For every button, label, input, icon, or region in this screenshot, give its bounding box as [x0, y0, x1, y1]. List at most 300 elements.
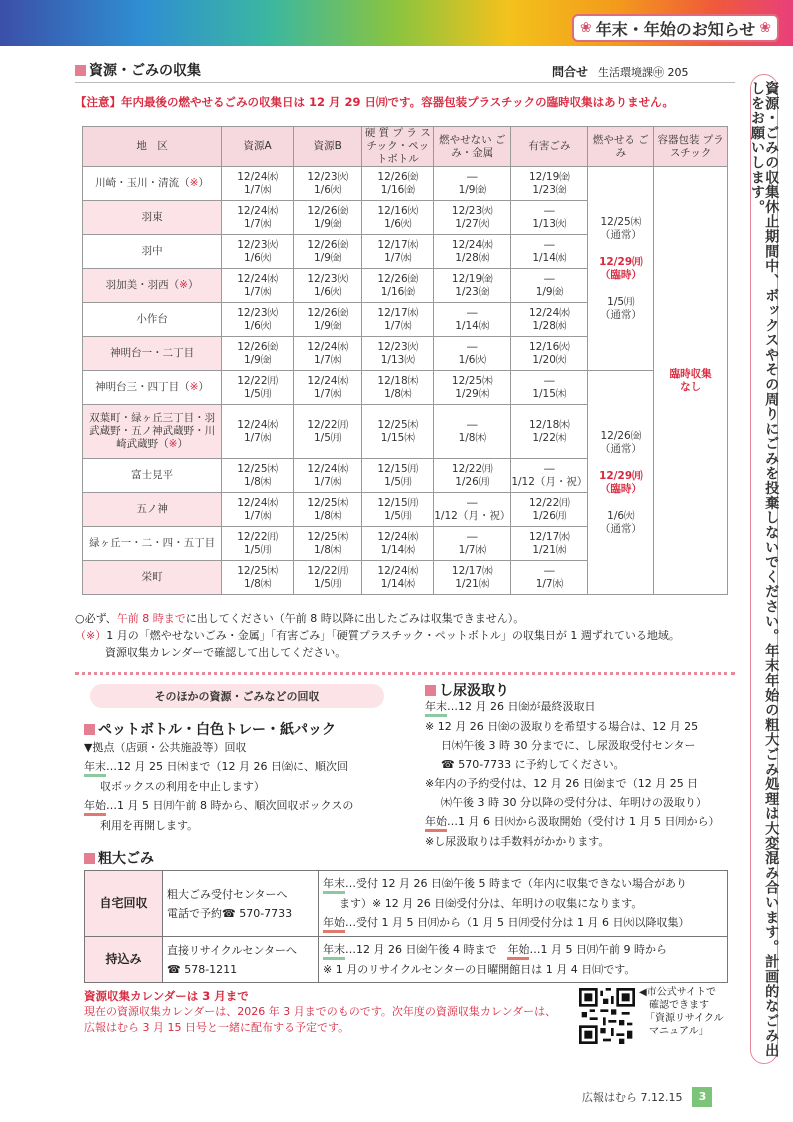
- date-value: 12/17㈬: [377, 238, 419, 251]
- side-notice: [750, 74, 778, 1064]
- date-cell: [222, 201, 294, 235]
- note-mark: （※）: [75, 629, 107, 642]
- area-cell: [83, 337, 222, 371]
- bulky-method-line: ☎ 578-1211: [167, 962, 238, 976]
- square-icon: [75, 65, 86, 76]
- date-value: 1/13㈫: [532, 217, 567, 230]
- collection-table: [82, 126, 728, 595]
- burnable-date: 12/25㈭: [600, 215, 642, 228]
- date-cell: [222, 235, 294, 269]
- date-value: 1/5㈪: [384, 475, 412, 488]
- note-highlight: 午前 8 時まで: [116, 612, 186, 625]
- burnable-date: （臨時）: [599, 268, 642, 281]
- date-value: 12/25㈭: [451, 374, 493, 387]
- date-value: 12/24㈬: [307, 462, 349, 475]
- date-value: 1/7㈬: [535, 577, 564, 590]
- date-value: 1/12（月・祝）: [434, 509, 511, 522]
- date-value: 12/24㈬: [307, 374, 349, 387]
- area-mark: ※: [179, 279, 188, 292]
- section-heading-bulky: [84, 848, 154, 868]
- date-value: 12/25㈭: [237, 564, 279, 577]
- section-heading-text: 粗大ごみ: [98, 851, 154, 867]
- date-value: 12/24㈬: [237, 272, 279, 285]
- area-name: 富士見平: [131, 469, 174, 482]
- date-cell: [362, 337, 434, 371]
- shinyo-text: ※年内の予約受付は、12 月 26 日㈮まで（12 月 25 日: [425, 777, 699, 790]
- date-value: 12/19㈮: [529, 170, 570, 183]
- date-value: 12/26㈮: [307, 238, 349, 251]
- date-value: 1/7㈬: [384, 251, 412, 264]
- date-value: 1/14㈬: [380, 577, 415, 590]
- date-cell: [294, 371, 362, 405]
- burnable-date: 1/6㈫: [607, 510, 635, 522]
- date-value: 1/5㈪: [384, 509, 412, 522]
- burnable-cell: [588, 167, 654, 371]
- date-value: ―: [544, 462, 555, 475]
- burnable-date: 12/29㈪: [599, 255, 643, 268]
- area-cell: [83, 405, 222, 459]
- dotted-divider: [75, 672, 735, 675]
- bulky-method-line: 粗大ごみ受付センターへ: [167, 887, 288, 901]
- date-value: 12/18㈭: [377, 374, 419, 387]
- pet-body: [84, 738, 414, 835]
- date-cell: [511, 371, 588, 405]
- date-value: 1/8㈭: [243, 577, 272, 590]
- area-name: 五ノ神: [136, 503, 168, 516]
- date-value: 1/15㈭: [532, 387, 567, 400]
- date-value: 1/22㈭: [532, 431, 567, 444]
- date-value: 1/21㈬: [455, 577, 490, 590]
- date-value: 1/7㈬: [243, 285, 272, 298]
- date-value: 12/24㈬: [377, 530, 419, 543]
- shinyo-text: ※し尿汲取りは手数料がかかります。: [425, 835, 610, 848]
- date-value: 1/29㈭: [455, 387, 490, 400]
- date-cell: [434, 337, 511, 371]
- area-name: 神明台三・四丁目（: [95, 381, 190, 394]
- bulky-method: [163, 871, 319, 937]
- date-value: 1/5㈪: [243, 543, 272, 556]
- area-name: 羽東: [141, 211, 163, 224]
- date-value: 1/7㈬: [243, 217, 272, 230]
- side-notice-text: 資源・ごみの収集休止期間中、ボックスやその周りにごみを投棄しないでください。年末年始の粗大ごみ処理は大変混み合います。計画的なごみ出しをお願いします。: [749, 81, 780, 1058]
- date-value: 1/5㈪: [314, 577, 342, 590]
- date-cell: [511, 303, 588, 337]
- date-value: 1/9㈮: [243, 353, 272, 366]
- date-value: 1/16㈮: [380, 285, 415, 298]
- date-cell: [294, 527, 362, 561]
- burnable-date: 12/26㈮: [600, 429, 642, 442]
- date-value: ―: [544, 204, 555, 217]
- date-value: ―: [467, 306, 478, 319]
- shinyo-text: ㈭午後 3 時 30 分以降の受付分は、年明けの汲取り）: [441, 796, 707, 809]
- note-line: [75, 610, 680, 627]
- date-value: 12/15㈪: [377, 462, 419, 475]
- new-year-tag: 年始: [84, 799, 106, 816]
- date-value: 12/24㈬: [529, 306, 570, 319]
- area-name: 川崎・玉川・清流（: [95, 177, 190, 190]
- date-cell: [362, 303, 434, 337]
- bulky-method: [163, 937, 319, 983]
- pet-text: …1 月 5 日㈪午前 8 時から、順次回収ボックスの: [106, 799, 354, 812]
- date-value: 12/22㈪: [237, 530, 279, 543]
- table-row: [83, 371, 728, 405]
- bulky-line: [323, 874, 723, 894]
- date-value: 1/6㈫: [384, 217, 412, 230]
- new-year-tag: 年始: [425, 815, 447, 832]
- date-value: 12/22㈪: [307, 564, 349, 577]
- area-mark: ※: [168, 438, 178, 451]
- note-line: 資源収集カレンダーで確認して出してください。: [105, 646, 347, 659]
- year-end-tag: 年末: [84, 760, 106, 777]
- date-value: 1/6㈫: [243, 251, 272, 264]
- pet-line: [84, 796, 414, 816]
- area-cell: [83, 201, 222, 235]
- other-heading-pill: そのほかの資源・ごみなどの回収: [90, 684, 384, 708]
- shinyo-text: …12 月 26 日㈮が最終汲取日: [447, 700, 596, 713]
- date-cell: [294, 269, 362, 303]
- date-cell: [294, 337, 362, 371]
- flower-icon: ❀: [580, 20, 592, 36]
- date-value: ―: [467, 340, 478, 353]
- date-value: 1/26㈪: [455, 475, 490, 488]
- area-cell: [83, 527, 222, 561]
- date-value: 12/26㈮: [237, 340, 279, 353]
- date-cell: [434, 167, 511, 201]
- calendar-title: 資源収集カレンダーは 3 月まで: [84, 989, 249, 1003]
- pet-sub: ▼拠点（店頭・公共施設等）回収: [84, 741, 247, 754]
- date-cell: [511, 269, 588, 303]
- date-value: 12/19㈮: [451, 272, 493, 285]
- shinyo-text: …1 月 6 日㈫から汲取開始（受付け 1 月 5 日㈪から）: [447, 815, 720, 828]
- date-cell: [362, 167, 434, 201]
- date-value: 12/23㈫: [377, 340, 419, 353]
- pet-text: 収ボックスの利用を中止します）: [100, 780, 265, 793]
- date-cell: [294, 493, 362, 527]
- date-value: 12/24㈬: [237, 418, 279, 431]
- area-name: 小作台: [136, 313, 168, 326]
- date-cell: [434, 371, 511, 405]
- date-value: 1/7㈬: [458, 543, 486, 556]
- date-value: ―: [467, 530, 478, 543]
- square-icon: [84, 853, 95, 864]
- bulky-text: ます）※ 12 月 26 日㈮受付分は、年明けの収集になります。: [339, 897, 643, 910]
- notes: [75, 610, 680, 661]
- footer: [582, 1087, 712, 1107]
- date-cell: [222, 371, 294, 405]
- table-row: [83, 167, 728, 201]
- burnable-date: 12/29㈪: [599, 469, 643, 482]
- bulky-text: …1 月 5 日㈪午前 9 時から: [529, 943, 667, 956]
- date-value: 12/23㈫: [237, 238, 279, 251]
- table-header-row: [83, 127, 728, 167]
- date-value: 1/26㈪: [532, 509, 567, 522]
- note-text: に出してください（午前 8 時以降に出したごみは収集できません）。: [185, 612, 525, 625]
- area-name: 双葉町・緑ヶ丘三丁目・羽武蔵野・五ノ神武蔵野・川崎武蔵野（: [89, 412, 216, 451]
- date-cell: [511, 201, 588, 235]
- date-cell: [362, 459, 434, 493]
- date-cell: [434, 527, 511, 561]
- burnable-date: （通常）: [599, 309, 642, 322]
- date-value: 1/5㈪: [314, 431, 342, 444]
- date-value: 12/17㈬: [529, 530, 570, 543]
- date-value: 1/5㈪: [243, 387, 272, 400]
- bulky-line: [323, 913, 723, 933]
- date-cell: [511, 561, 588, 595]
- date-cell: [362, 561, 434, 595]
- date-value: 1/15㈭: [380, 431, 415, 444]
- date-cell: [222, 167, 294, 201]
- date-cell: [222, 459, 294, 493]
- date-value: 1/28㈬: [532, 319, 567, 332]
- date-cell: [294, 235, 362, 269]
- page-number: 3: [692, 1087, 712, 1107]
- square-icon: [425, 685, 436, 696]
- bulky-detail: [319, 871, 728, 937]
- date-value: 1/27㈫: [455, 217, 490, 230]
- date-cell: [434, 235, 511, 269]
- date-value: 12/26㈮: [307, 204, 349, 217]
- pet-text: …12 月 25 日㈭まで（12 月 26 日㈮に、順次回: [106, 760, 348, 773]
- date-value: 1/7㈬: [243, 509, 272, 522]
- shinyo-text: ☎ 570-7733 に予約してください。: [441, 758, 625, 771]
- area-name: 緑ヶ丘一・二・四・五丁目: [89, 537, 216, 550]
- area-cell: [83, 167, 222, 201]
- section-heading-text: し尿汲取り: [439, 683, 509, 699]
- date-value: 12/22㈪: [451, 462, 493, 475]
- date-value: 1/14㈬: [380, 543, 415, 556]
- plastic-cell: [654, 167, 728, 595]
- qr-caption-line: 確認できます: [649, 1000, 709, 1011]
- burnable-date: （通常）: [599, 228, 642, 241]
- date-cell: [511, 527, 588, 561]
- date-value: 1/8㈭: [384, 387, 412, 400]
- date-value: 1/8㈭: [314, 543, 342, 556]
- date-value: 12/24㈬: [451, 238, 493, 251]
- date-cell: [294, 405, 362, 459]
- date-value: 1/7㈬: [314, 353, 342, 366]
- date-value: 1/12（月・祝）: [511, 475, 588, 488]
- date-cell: [362, 371, 434, 405]
- date-value: ―: [544, 238, 555, 251]
- area-mark: ※: [189, 177, 199, 190]
- date-value: ―: [467, 418, 478, 431]
- date-value: ―: [544, 374, 555, 387]
- date-value: 1/9㈮: [314, 251, 342, 264]
- date-value: 12/25㈭: [307, 530, 349, 543]
- date-value: 1/20㈫: [532, 353, 567, 366]
- date-value: 1/9㈮: [535, 285, 564, 298]
- bulky-kind: 持込み: [85, 937, 163, 983]
- date-cell: [511, 493, 588, 527]
- date-cell: [511, 405, 588, 459]
- area-cell: [83, 303, 222, 337]
- date-value: 12/15㈪: [377, 496, 419, 509]
- bulky-text: ※ 1 月のリサイクルセンターの日曜開館日は 1 月 4 日㈰です。: [323, 963, 636, 976]
- area-cell: [83, 459, 222, 493]
- date-value: 12/25㈭: [307, 496, 349, 509]
- date-value: 12/23㈫: [307, 170, 349, 183]
- qr-caption-line: 「資源リサイクル: [645, 1013, 724, 1024]
- date-cell: [222, 405, 294, 459]
- date-value: 12/16㈫: [377, 204, 419, 217]
- year-end-tag: 年末: [323, 943, 345, 960]
- qr-caption: [639, 986, 724, 1038]
- date-value: 12/17㈬: [377, 306, 419, 319]
- date-value: 1/21㈬: [532, 543, 567, 556]
- new-year-tag: 年始: [507, 943, 529, 960]
- date-value: 1/7㈬: [314, 387, 342, 400]
- bulky-line: [323, 940, 723, 960]
- date-cell: [294, 201, 362, 235]
- burnable-cell: [588, 371, 654, 595]
- date-cell: [434, 201, 511, 235]
- date-cell: [294, 459, 362, 493]
- date-cell: [222, 527, 294, 561]
- notice: 【注意】年内最後の燃やせるごみの収集日は 12 月 29 日㈪です。容器包装プラスチックの臨時収集はありません。: [75, 95, 674, 109]
- date-value: 1/8㈭: [458, 431, 486, 444]
- table-row: [85, 871, 728, 937]
- date-value: 1/13㈫: [380, 353, 415, 366]
- bulky-table: [84, 870, 728, 983]
- bulky-text: …受付 1 月 5 日㈪から（1 月 5 日㈪受付分は 1 月 6 日㈫以降収集）: [345, 916, 690, 929]
- date-cell: [294, 303, 362, 337]
- date-cell: [434, 493, 511, 527]
- date-value: 12/17㈬: [451, 564, 493, 577]
- pet-text: 利用を再開します。: [100, 819, 199, 832]
- inquiry-label: 問合せ: [552, 65, 589, 79]
- qr-caption-line: マニュアル」: [649, 1026, 709, 1037]
- footer-text: 広報はむら 7.12.15: [582, 1091, 683, 1104]
- area-cell: [83, 371, 222, 405]
- date-value: 12/25㈭: [377, 418, 419, 431]
- date-value: 12/24㈬: [377, 564, 419, 577]
- date-value: 1/6㈫: [314, 285, 342, 298]
- header-cell: 地 区: [83, 127, 222, 167]
- date-cell: [434, 459, 511, 493]
- header-cell: 資源A: [222, 127, 294, 167]
- square-icon: [84, 724, 95, 735]
- date-cell: [434, 561, 511, 595]
- divider: [75, 82, 735, 83]
- date-cell: [362, 235, 434, 269]
- header-cell: 有害ごみ: [511, 127, 588, 167]
- date-value: 12/23㈫: [451, 204, 493, 217]
- bulky-method-line: 電話で予約☎ 570-7733: [167, 906, 293, 920]
- page-title: 年末・年始のお知らせ: [595, 19, 756, 39]
- burnable-date: （臨時）: [599, 482, 642, 495]
- bulky-kind: 自宅回収: [85, 871, 163, 937]
- date-value: 12/26㈮: [307, 306, 349, 319]
- new-year-tag: 年始: [323, 916, 345, 933]
- date-cell: [434, 405, 511, 459]
- area-cell: [83, 269, 222, 303]
- date-cell: [294, 561, 362, 595]
- date-value: 12/23㈫: [237, 306, 279, 319]
- date-value: 1/7㈬: [243, 183, 272, 196]
- date-value: ―: [544, 564, 555, 577]
- shinyo-text: 日㈭午後 3 時 30 分までに、し尿汲取受付センター: [441, 739, 696, 752]
- header-cell: 硬 質 プ ラ ス チック・ペッ トボトル: [362, 127, 434, 167]
- note-text: ○必ず、: [75, 612, 117, 625]
- date-value: 1/14㈬: [455, 319, 490, 332]
- section-heading-text: 資源・ごみの収集: [89, 63, 201, 79]
- qr-code[interactable]: [579, 988, 635, 1044]
- flower-icon: ❀: [759, 20, 771, 36]
- area-name: 栄町: [141, 571, 163, 584]
- date-value: 12/22㈪: [529, 496, 570, 509]
- date-value: 1/28㈬: [455, 251, 490, 264]
- date-cell: [362, 493, 434, 527]
- date-value: 1/9㈮: [314, 319, 342, 332]
- date-cell: [362, 527, 434, 561]
- area-cell: [83, 235, 222, 269]
- date-value: 1/6㈫: [243, 319, 272, 332]
- date-cell: [362, 269, 434, 303]
- year-end-tag: 年末: [323, 877, 345, 894]
- date-value: 12/18㈭: [529, 418, 570, 431]
- date-value: 12/26㈮: [377, 272, 419, 285]
- table-row: [85, 937, 728, 983]
- area-cell: [83, 493, 222, 527]
- date-cell: [222, 493, 294, 527]
- shinyo-text: ※ 12 月 26 日㈮の汲取りを希望する場合は、12 月 25: [425, 720, 699, 733]
- year-end-tag: 年末: [425, 700, 447, 717]
- bulky-method-line: 直接リサイクルセンターへ: [167, 943, 298, 957]
- date-value: 1/14㈬: [532, 251, 567, 264]
- qr-caption-line: ◀市公式サイトで: [639, 987, 716, 998]
- section-heading-text: ペットボトル・白色トレー・紙パック: [98, 722, 336, 738]
- date-cell: [511, 235, 588, 269]
- date-value: 12/24㈬: [237, 170, 279, 183]
- date-cell: [511, 459, 588, 493]
- date-cell: [294, 167, 362, 201]
- date-value: 12/26㈮: [377, 170, 419, 183]
- date-value: 12/22㈪: [307, 418, 349, 431]
- shinyo-line: [425, 697, 740, 717]
- date-value: 1/23㈮: [455, 285, 490, 298]
- area-name: 羽加美・羽西（: [105, 279, 180, 292]
- header-cell: 資源B: [294, 127, 362, 167]
- area-name: 羽中: [141, 245, 163, 258]
- burnable-date: （通常）: [599, 523, 642, 536]
- shinyo-line: [425, 812, 740, 832]
- date-value: 1/8㈭: [314, 509, 342, 522]
- bulky-text: …12 月 26 日㈮午後 4 時まで: [345, 943, 508, 956]
- shinyo-body: [425, 697, 740, 851]
- date-value: 12/24㈬: [237, 496, 279, 509]
- date-cell: [434, 269, 511, 303]
- date-value: ―: [467, 496, 478, 509]
- area-name-end: ）: [198, 381, 209, 394]
- burnable-date: （通常）: [599, 442, 642, 455]
- date-value: 1/8㈭: [243, 475, 272, 488]
- date-value: 12/25㈭: [237, 462, 279, 475]
- pet-line: [84, 757, 414, 777]
- area-cell: [83, 561, 222, 595]
- note-line: [75, 627, 680, 644]
- plastic-note: 臨時収集なし: [669, 367, 712, 393]
- header-cell: 燃やせない ごみ・金属: [434, 127, 511, 167]
- date-cell: [222, 303, 294, 337]
- section-heading-pet: [84, 719, 336, 739]
- date-value: 12/24㈬: [237, 204, 279, 217]
- date-cell: [511, 337, 588, 371]
- burnable-date: 1/5㈪: [607, 296, 635, 308]
- date-cell: [434, 303, 511, 337]
- header-cell: 容器包装 プラスチック: [654, 127, 728, 167]
- note-text: 1 月の「燃やせないごみ・金属」「有害ごみ」「硬質プラスチック・ペットボトル」の収集日が 1 週ずれている地域。: [106, 629, 680, 642]
- inquiry-text: 生活環境課㊥ 205: [598, 66, 689, 79]
